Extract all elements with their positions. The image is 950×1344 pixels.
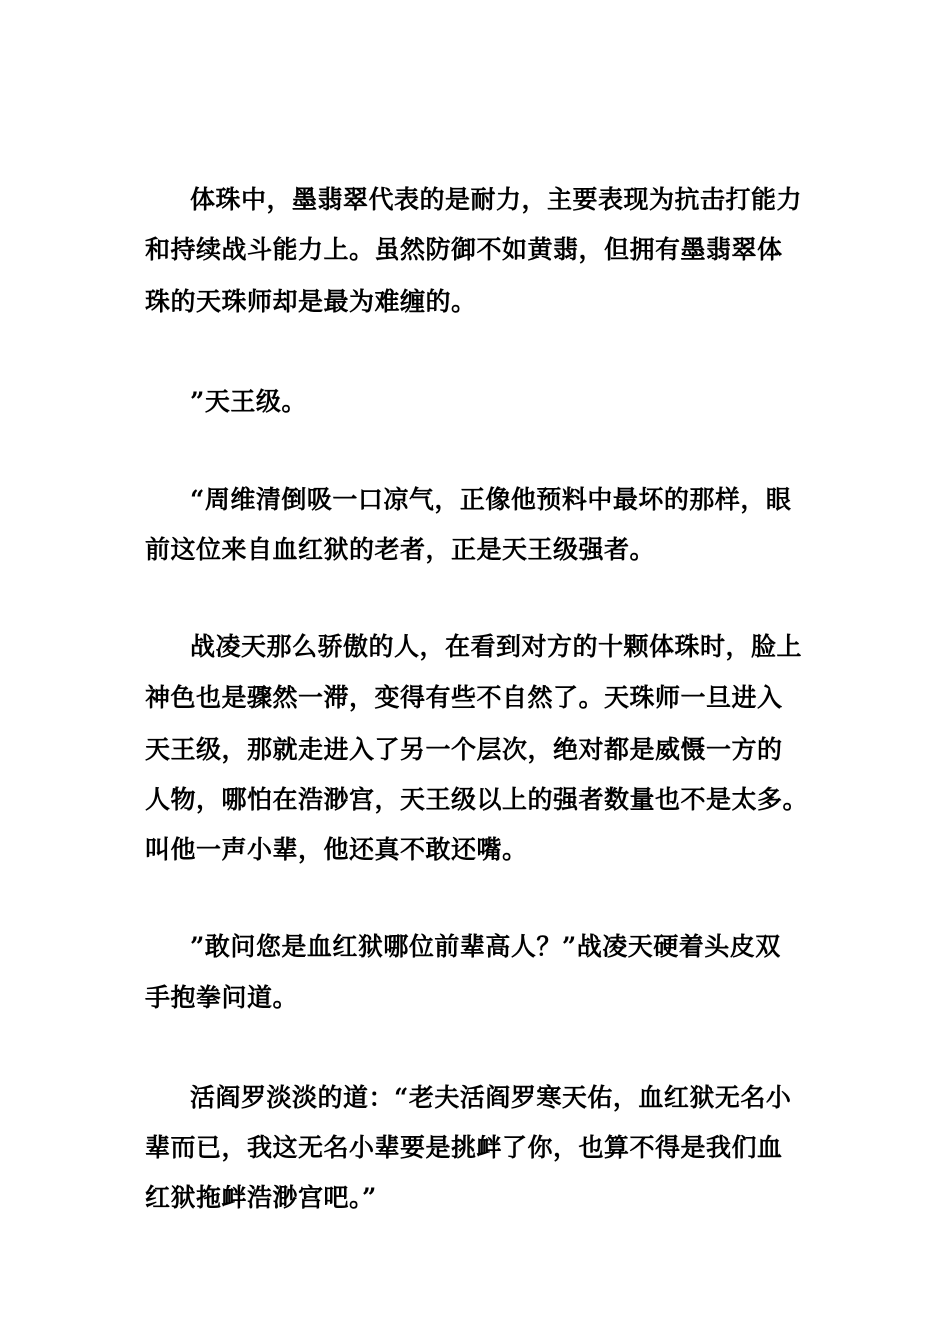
paragraph-1-line-2: 和持续战斗能力上。虽然防御不如黄翡，但拥有墨翡翠体 bbox=[145, 235, 783, 264]
paragraph-3-line-2: 前这位来自血红狱的老者，正是天王级强者。 bbox=[145, 535, 656, 564]
paragraph-1-line-1: 体珠中，墨翡翠代表的是耐力，主要表现为抗击打能力 bbox=[190, 185, 803, 214]
paragraph-6-line-1: 活阎罗淡淡的道：“老夫活阎罗寒天佑，血红狱无名小 bbox=[190, 1083, 792, 1112]
paragraph-1-line-3: 珠的天珠师却是最为难缠的。 bbox=[145, 287, 477, 316]
paragraph-4-line-3: 天王级，那就走进入了另一个层次，绝对都是威慑一方的 bbox=[145, 735, 783, 764]
paragraph-4-line-5: 叫他一声小辈，他还真不敢还嘴。 bbox=[145, 835, 528, 864]
paragraph-4-line-2: 神色也是骤然一滞，变得有些不自然了。天珠师一旦进入 bbox=[145, 683, 783, 712]
paragraph-6-line-2: 辈而已，我这无名小辈要是挑衅了你，也算不得是我们血 bbox=[145, 1133, 783, 1162]
paragraph-4-line-4: 人物，哪怕在浩渺宫，天王级以上的强者数量也不是太多。 bbox=[145, 785, 809, 814]
paragraph-4-line-1: 战凌天那么骄傲的人，在看到对方的十颗体珠时，脸上 bbox=[190, 632, 803, 661]
paragraph-5-line-2: 手抱拳问道。 bbox=[145, 983, 299, 1012]
paragraph-6-line-3: 红狱拖衅浩渺宫吧。” bbox=[145, 1183, 377, 1212]
paragraph-3-line-1: “周维清倒吸一口凉气，正像他预料中最坏的那样，眼 bbox=[190, 485, 792, 514]
paragraph-2-line-1: ”天王级。 bbox=[190, 387, 307, 416]
paragraph-5-line-1: ”敢问您是血红狱哪位前辈高人？”战凌天硬着头皮双 bbox=[190, 932, 781, 961]
